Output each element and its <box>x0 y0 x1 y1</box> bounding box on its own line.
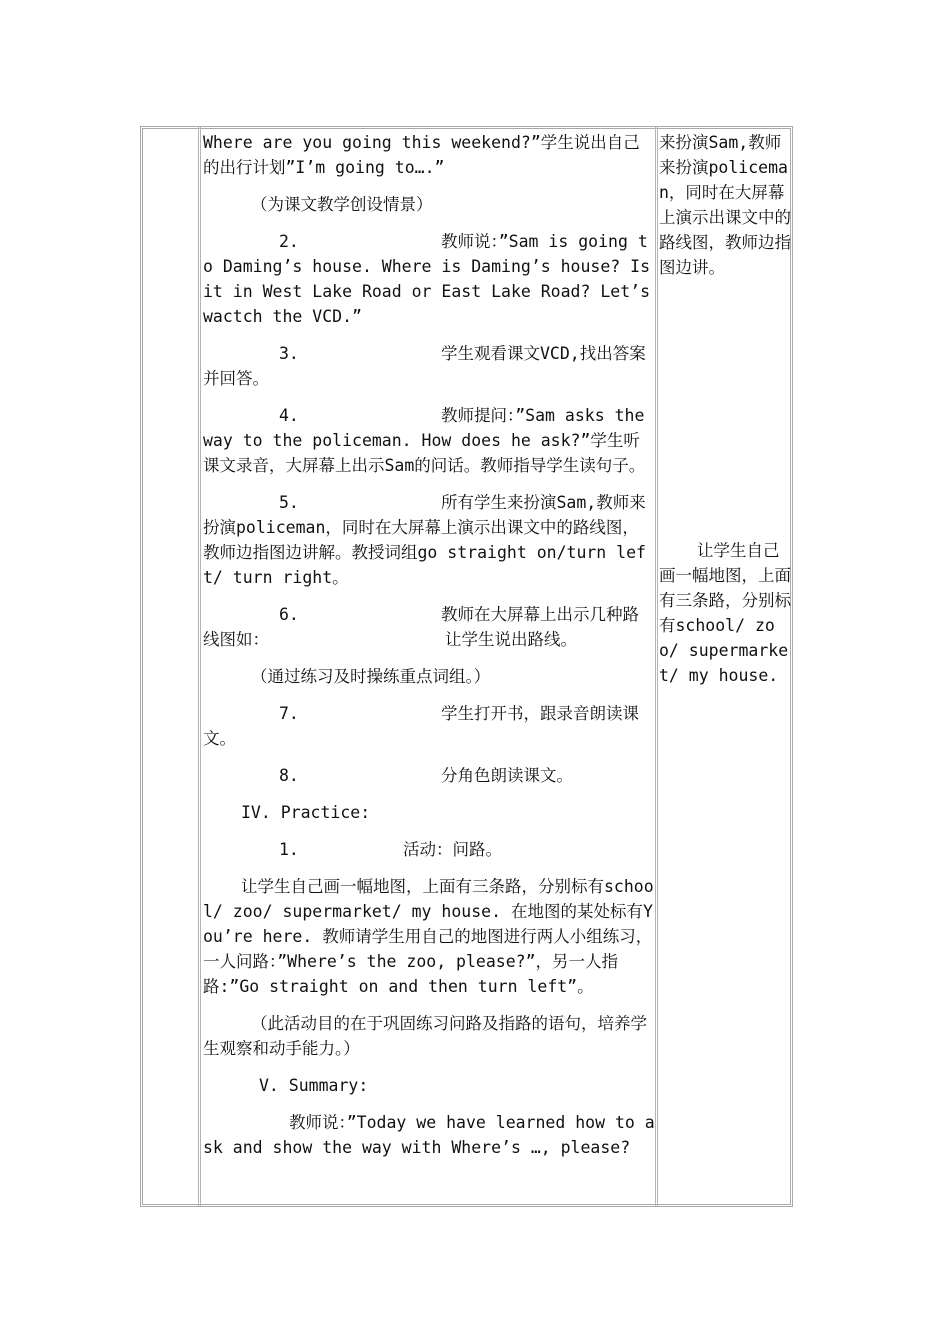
step-3: 3. 学生观看课文VCD,找出答案并回答。 <box>203 344 646 388</box>
column-divider-left <box>198 126 201 1207</box>
note-practice-phrases: （通过练习及时操练重点词组。） <box>251 667 491 686</box>
step-4: 4. 教师提问：”Sam asks the way to the policeman. How does he ask?”学生听课文录音，大屏幕上出示Sam的问话。教师指导学生读句子。 <box>203 406 646 475</box>
teaching-steps-column <box>203 130 655 1202</box>
step-8: 8. 分角色朗读课文。 <box>279 766 573 785</box>
activity-1: 1. 活动：问路。 <box>279 840 502 859</box>
step-5: 5. 所有学生来扮演Sam,教师来扮演policeman，同时在大屏幕上演示出课文中的路线图，教师边指图边讲解。教授词组go straight on/turn left/ turn right。 <box>203 493 646 587</box>
note-activity-purpose: （此活动目的在于巩固练习问路及指路的语句，培养学生观察和动手能力。） <box>203 1014 647 1058</box>
step-7: 7. 学生打开书，跟录音朗读课文。 <box>203 704 639 748</box>
side-note-2: 让学生自己画一幅地图，上面有三条路，分别标有school/ zoo/ supermarket/ my house. <box>659 541 791 685</box>
step-2: 2. 教师说：”Sam is going to Daming’s house. Where is Daming’s house? Is it in West Lake Road or East Lake Road? Let’s wactch the VCD.” <box>203 232 651 326</box>
side-note-1: 来扮演Sam,教师来扮演policeman，同时在大屏幕上演示出课文中的路线图，教师边指图边讲。 <box>659 133 791 277</box>
activity-description: 让学生自己画一幅地图，上面有三条路，分别标有school/ zoo/ supermarket/ my house. 在地图的某处标有You’re here. 教师请学生用自己的地图进行两人小组练习，一人问路：”Where’s the zoo, please?”，另一人指路:”Go straight on and then turn left”。 <box>203 877 654 996</box>
column-divider-right <box>655 126 658 1207</box>
summary-text: 教师说：”Today we have learned how to ask and show the way with Where’s …, please? <box>203 1113 655 1157</box>
design-intent-column <box>659 130 791 1202</box>
practice-heading: IV. Practice: <box>241 803 371 822</box>
summary-heading: V. Summary: <box>259 1076 369 1095</box>
step-6: 6. 教师在大屏幕上出示几种路线图如： 让学生说出路线。 <box>203 605 639 649</box>
intro-paragraph: Where are you going this weekend?”学生说出自己的出行计划”I’m going to….” <box>203 133 640 177</box>
note-scene: （为课文教学创设情景） <box>251 195 433 214</box>
